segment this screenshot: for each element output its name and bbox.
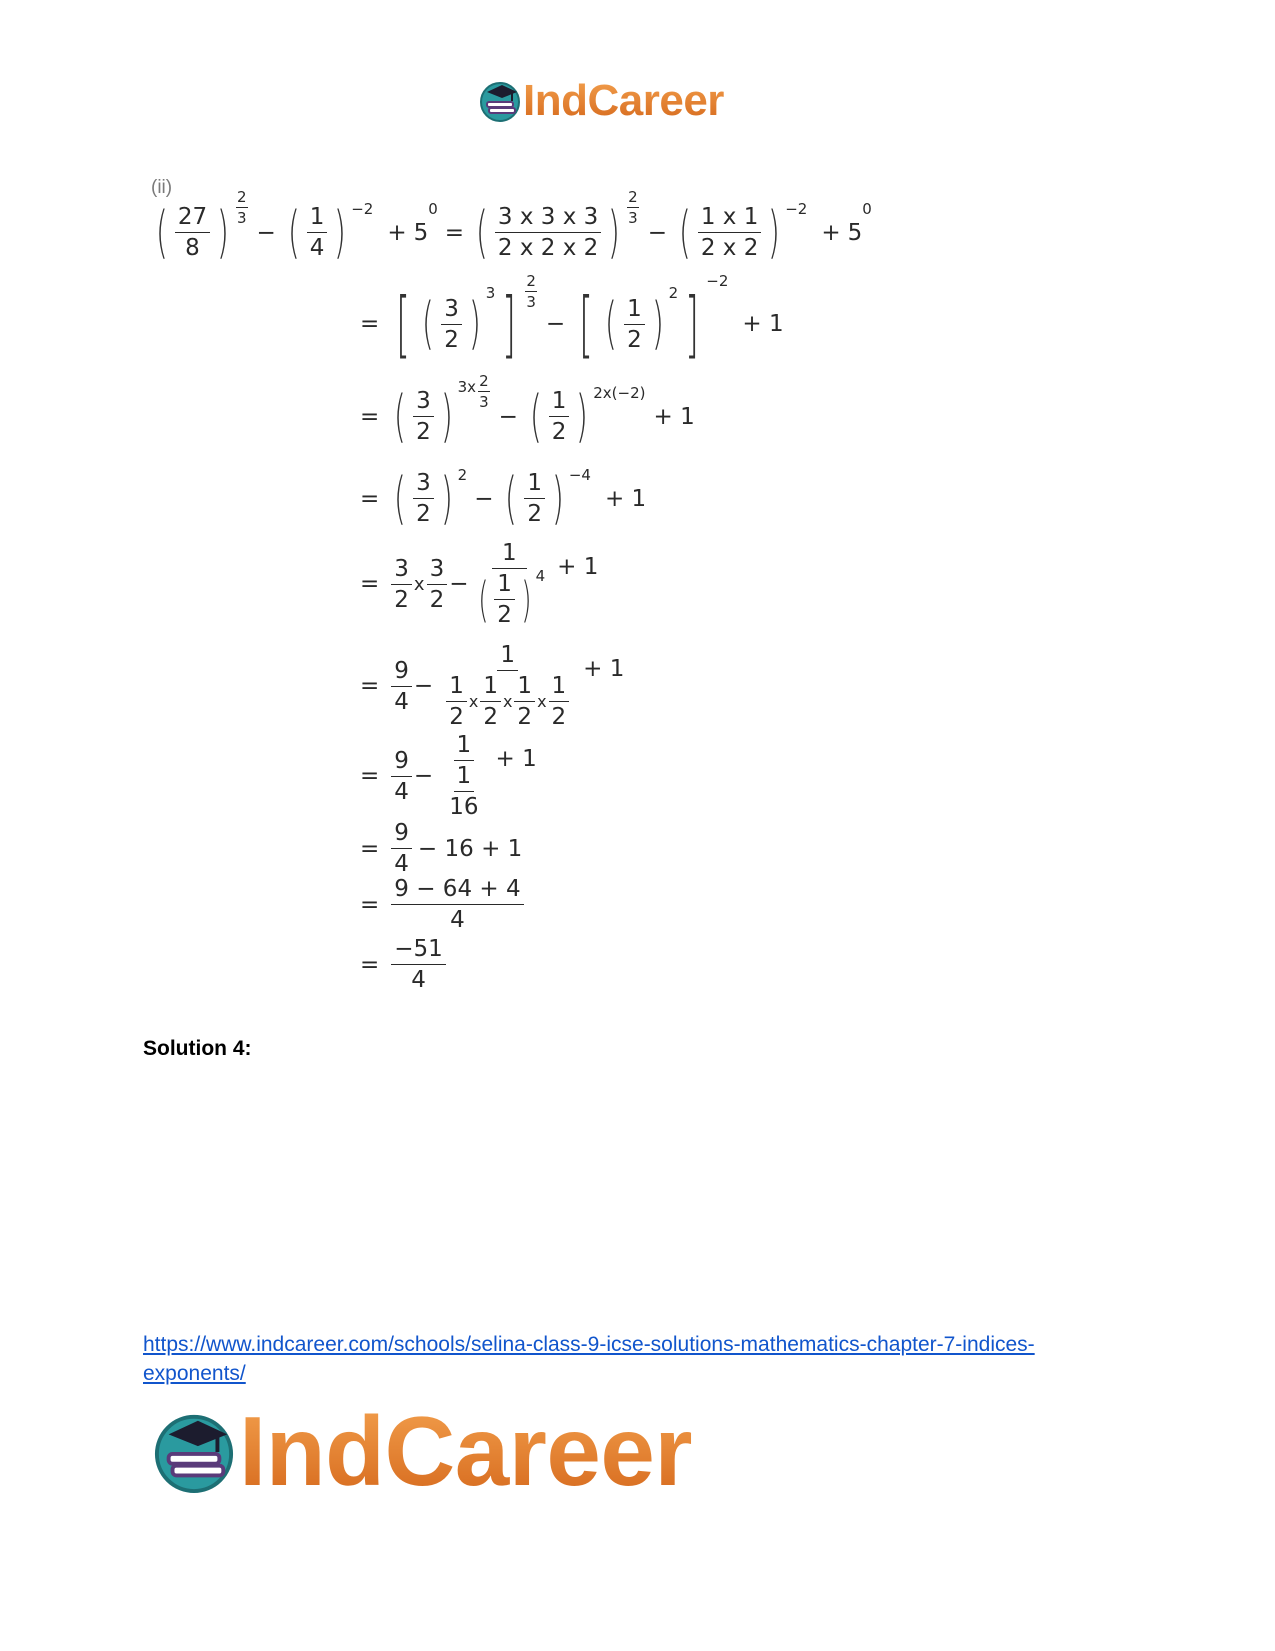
part-label: (ii) xyxy=(151,177,173,198)
equation-step-6: = $\frac{9}{4}$ − 1 $\frac{1}{2}$ x $\frac{1}{2}$ x $\frac{1}{2}$ x $\frac{1}{2}$ + 1 xyxy=(360,642,625,730)
equation-step-4: = ( $\frac{3}{2}$ ) 2 − ( $\frac{1}{2}$ ) −4 + 1 xyxy=(360,465,647,531)
footer-logo xyxy=(153,1395,692,1508)
equation-line-1: ( $\frac{27}{8}$ ) $\frac{2}{3}$ − ( $\frac{1}{4}$ ) −2 + 5 0 = ( $\frac{3 x 3 x 3}{2 x 2 x 2}$ ) $\frac{2}{3}$ − ( $\frac{1 x 1}{2 x 2}$ ) −2 + 5 0 xyxy=(155,188,872,265)
equation-step-5: = $\frac{3}{2}$ x $\frac{3}{2}$ − 1 ( $\frac{1}{2}$ ) 4 + 1 xyxy=(360,540,599,628)
source-link[interactable] xyxy=(143,1330,1143,1388)
fraction: $\frac{27}{8}$ xyxy=(175,204,210,261)
source-link-line-1[interactable]: https://www.indcareer.com/schools/selina-class-9-icse-solutions-mathematics-chapter-7-indices- xyxy=(143,1333,1035,1356)
logo-wordmark: IndCareer xyxy=(523,76,724,125)
graduation-cap-book-globe-icon xyxy=(153,1411,235,1493)
header-logo xyxy=(479,76,724,126)
equation-step-8: = $\frac{9}{4}$ − 16 + 1 xyxy=(360,820,523,877)
solution-heading: Solution 4: xyxy=(143,1037,252,1060)
equation-step-10: = $\frac{-51}{4}$ xyxy=(360,936,448,993)
equation-step-2: = [ ( $\frac{3}{2}$ ) 3 ] $\frac{2}{3}$ − [ ( $\frac{1}{2}$ ) 2 ] −2 + 1 xyxy=(360,272,784,366)
source-link-line-2[interactable]: exponents/ xyxy=(143,1362,246,1385)
equation-step-7: = $\frac{9}{4}$ − $\frac{1}{\frac{1}{16}}$ + 1 xyxy=(360,732,537,820)
graduation-cap-book-globe-icon xyxy=(479,80,521,122)
logo-wordmark: IndCareer xyxy=(239,1396,693,1506)
equation-step-3: = ( $\frac{3}{2}$ ) 3x $\frac{2}{3}$ − ( $\frac{1}{2}$ ) 2x(−2) + 1 xyxy=(360,372,695,449)
equation-step-9: = $\frac{9 - 64 + 4}{4}$ xyxy=(360,876,526,933)
